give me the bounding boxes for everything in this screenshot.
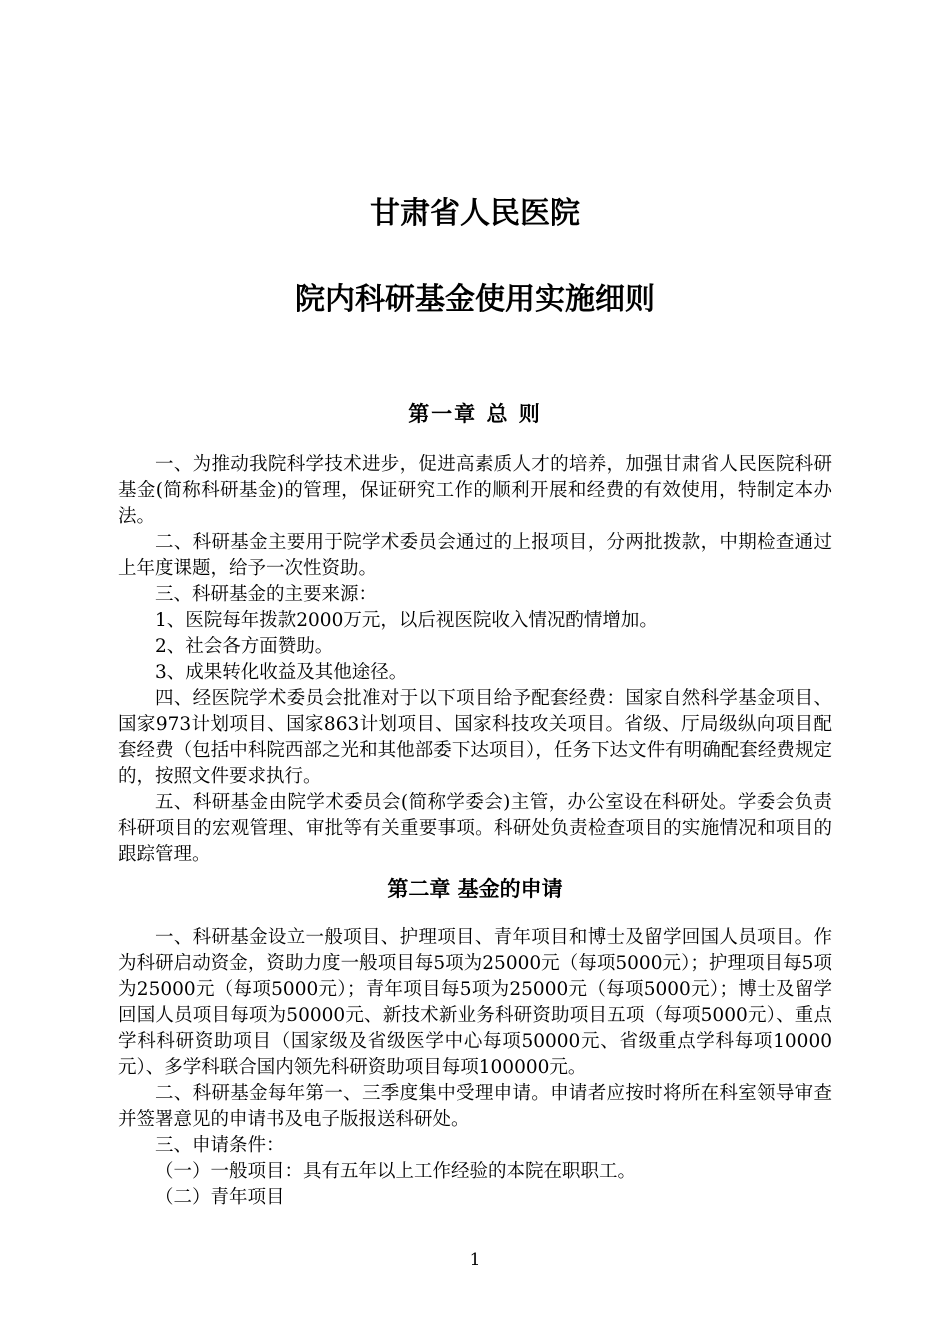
paragraph: 二、科研基金主要用于院学术委员会通过的上报项目，分两批拨款，中期检查通过上年度课题，给予一次性资助。	[118, 532, 832, 579]
paragraph: 2、社会各方面赞助。	[155, 636, 334, 657]
paragraph: 二、科研基金每年第一、三季度集中受理申请。申请者应按时将所在科室领导审查并签署意见的申请书及电子版报送科研处。	[118, 1083, 832, 1130]
paragraph: 四、经医院学术委员会批准对于以下项目给予配套经费：国家自然科学基金项目、国家973计划项目、国家863计划项目、国家科技攻关项目。省级、厅局级纵向项目配套经费（包括中科院西部之光和其他部委下达项目），任务下达文件有明确配套经费规定的，按照文件要求执行。	[118, 688, 832, 787]
paragraph: 三、科研基金的主要来源：	[155, 584, 378, 605]
chapter-1-heading: 第一章 总 则	[408, 402, 542, 426]
paragraph: （二）青年项目	[155, 1187, 285, 1208]
document-subtitle: 院内科研基金使用实施细则	[295, 282, 655, 317]
paragraph: 五、科研基金由院学术委员会(简称学委会)主管，办公室设在科研处。学委会负责科研项目的宏观管理、审批等有关重要事项。科研处负责检查项目的实施情况和项目的跟踪管理。	[118, 792, 832, 865]
paragraph: （一）一般项目：具有五年以上工作经验的本院在职职工。	[155, 1161, 637, 1182]
paragraph: 一、科研基金设立一般项目、护理项目、青年项目和博士及留学回国人员项目。作为科研启动资金，资助力度一般项目每5项为25000元（每项5000元）；护理项目每5项为25000元（每项5000元）；青年项目每5项为25000元（每项5000元）；博士及留学回国人员项目每项为50000元、新技术新业务科研资助项目五项（每项5000元）、重点学科科研资助项目（国家级及省级医学中心每项50000元、省级重点学科每项10000元）、多学科联合国内领先科研资助项目每项100000元。	[118, 927, 832, 1078]
paragraph: 三、申请条件：	[155, 1135, 285, 1156]
document-title: 甘肃省人民医院	[370, 196, 580, 231]
page-number: 1	[469, 1250, 481, 1270]
chapter-2-body	[118, 925, 832, 1211]
paragraph: 1、医院每年拨款2000万元，以后视医院收入情况酌情增加。	[155, 610, 658, 631]
chapter-1-body	[118, 452, 832, 868]
paragraph: 3、成果转化收益及其他途径。	[155, 662, 408, 683]
chapter-2-heading: 第二章 基金的申请	[387, 877, 563, 901]
paragraph: 一、为推动我院科学技术进步，促进高素质人才的培养，加强甘肃省人民医院科研基金(简称科研基金)的管理，保证研究工作的顺利开展和经费的有效使用，特制定本办法。	[118, 454, 832, 527]
